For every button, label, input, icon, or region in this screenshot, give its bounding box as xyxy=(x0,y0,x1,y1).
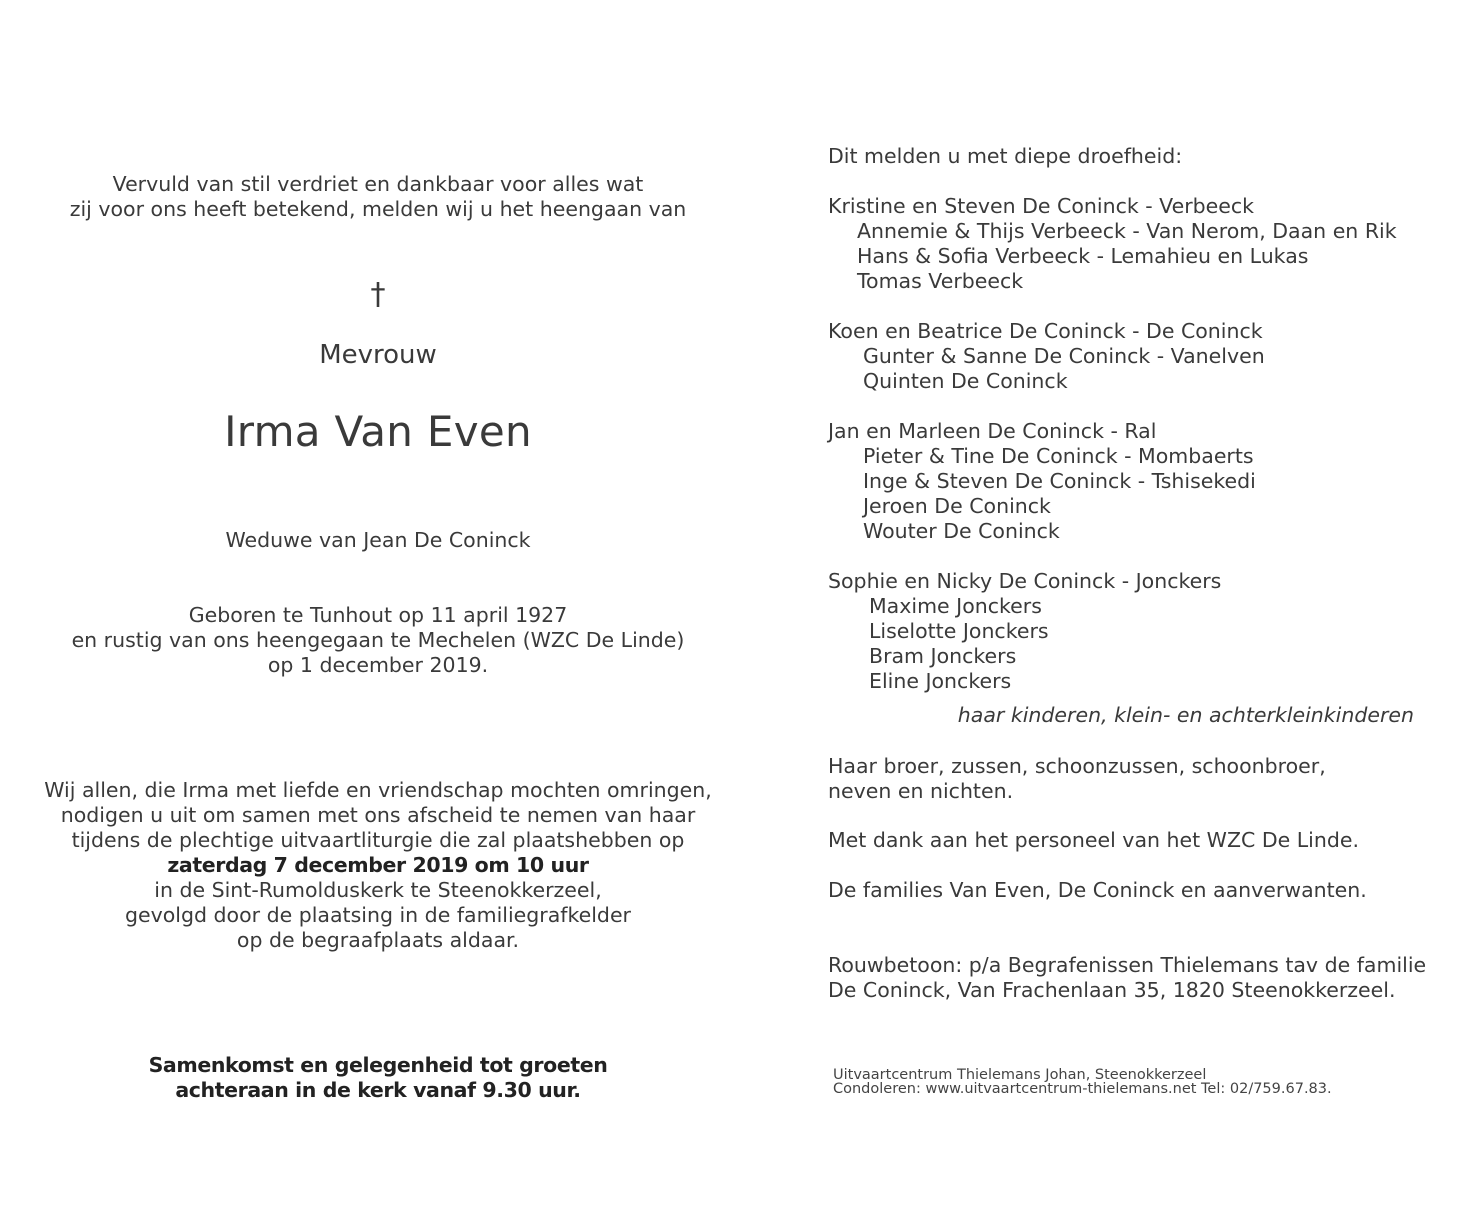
dates-line: Geboren te Tunhout op 11 april 1927 xyxy=(188,603,568,627)
family-member: Wouter De Coninck xyxy=(863,519,1060,543)
dates-line: en rustig van ons heengegaan te Mechelen (WZC De Linde) xyxy=(71,628,685,652)
family-head: Jan en Marleen De Coninck - Ral xyxy=(828,419,1157,443)
address-line: De Coninck, Van Frachenlaan 35, 1820 Steenokkerzeel. xyxy=(828,978,1396,1002)
funeral-home-footer xyxy=(833,1068,1433,1096)
widow-of: Weduwe van Jean De Coninck xyxy=(225,528,531,552)
invitation-line: gevolgd door de plaatsing in de familiegrafkelder xyxy=(124,903,631,927)
relation-caption: haar kinderen, klein- en achterkleinkinderen xyxy=(957,703,1414,727)
family-member: Hans & Sofia Verbeeck - Lemahieu en Lukas xyxy=(857,244,1309,268)
family-member: Tomas Verbeeck xyxy=(857,269,1024,293)
funeral-invitation xyxy=(0,778,756,953)
family-member: Bram Jonckers xyxy=(869,644,1017,668)
family-member: Jeroen De Coninck xyxy=(863,494,1051,518)
intro-text xyxy=(0,172,756,222)
family-member: Quinten De Coninck xyxy=(863,369,1068,393)
address-line: Rouwbetoon: p/a Begrafenissen Thielemans tav de familie xyxy=(828,953,1427,977)
intro-line: zij voor ons heeft betekend, melden wij u het heengaan van xyxy=(69,197,687,221)
birth-death-dates xyxy=(0,603,756,678)
invitation-line: nodigen u uit om samen met ons afscheid te nemen van haar xyxy=(60,803,696,827)
family-member: Eline Jonckers xyxy=(869,669,1012,693)
family-member: Pieter & Tine De Coninck - Mombaerts xyxy=(863,444,1254,468)
invitation-line: in de Sint-Rumolduskerk te Steenokkerzeel, xyxy=(154,878,602,902)
family-member: Annemie & Thijs Verbeeck - Van Nerom, Daan en Rik xyxy=(857,219,1397,243)
funeral-date: zaterdag 7 december 2019 om 10 uur xyxy=(167,853,589,877)
family-group-1 xyxy=(828,194,1448,294)
gathering-line: Samenkomst en gelegenheid tot groeten xyxy=(148,1053,608,1077)
invitation-line: op de begraafplaats aldaar. xyxy=(236,928,520,952)
family-group-3 xyxy=(828,419,1448,544)
family-member: Maxime Jonckers xyxy=(869,594,1042,618)
condolence-address xyxy=(828,953,1448,1003)
family-member: Gunter & Sanne De Coninck - Vanelven xyxy=(863,344,1265,368)
families-text: De families Van Even, De Coninck en aanverwanten. xyxy=(828,878,1367,902)
siblings-text xyxy=(828,754,1448,804)
family-member: Liselotte Jonckers xyxy=(869,619,1049,643)
siblings-line: neven en nichten. xyxy=(828,779,1014,803)
siblings-line: Haar broer, zussen, schoonzussen, schoonbroer, xyxy=(828,754,1326,778)
intro-line: Vervuld van stil verdriet en dankbaar voor alles wat xyxy=(112,172,644,196)
thanks-text: Met dank aan het personeel van het WZC De Linde. xyxy=(828,828,1359,852)
footer-line: Condoleren: www.uitvaartcentrum-thielemans.net Tel: 02/759.67.83. xyxy=(833,1081,1332,1097)
gathering-line: achteraan in de kerk vanaf 9.30 uur. xyxy=(175,1078,581,1102)
invitation-line: tijdens de plechtige uitvaartliturgie die zal plaatshebben op xyxy=(71,828,685,852)
honorific: Mevrouw xyxy=(319,340,437,370)
family-member: Inge & Steven De Coninck - Tshisekedi xyxy=(863,469,1256,493)
dates-line: op 1 december 2019. xyxy=(267,653,489,677)
deceased-name: Irma Van Even xyxy=(224,407,532,456)
family-group-2 xyxy=(828,319,1448,394)
family-head: Koen en Beatrice De Coninck - De Coninck xyxy=(828,319,1263,343)
gathering-notice xyxy=(0,1053,756,1103)
cross-icon: † xyxy=(370,277,386,312)
footer-line: Uitvaartcentrum Thielemans Johan, Steenokkerzeel xyxy=(833,1067,1207,1083)
family-head: Sophie en Nicky De Coninck - Jonckers xyxy=(828,569,1222,593)
family-head: Kristine en Steven De Coninck - Verbeeck xyxy=(828,194,1255,218)
mourning-heading: Dit melden u met diepe droefheid: xyxy=(828,144,1183,168)
family-group-4 xyxy=(828,569,1448,694)
invitation-line: Wij allen, die Irma met liefde en vriendschap mochten omringen, xyxy=(44,778,712,802)
